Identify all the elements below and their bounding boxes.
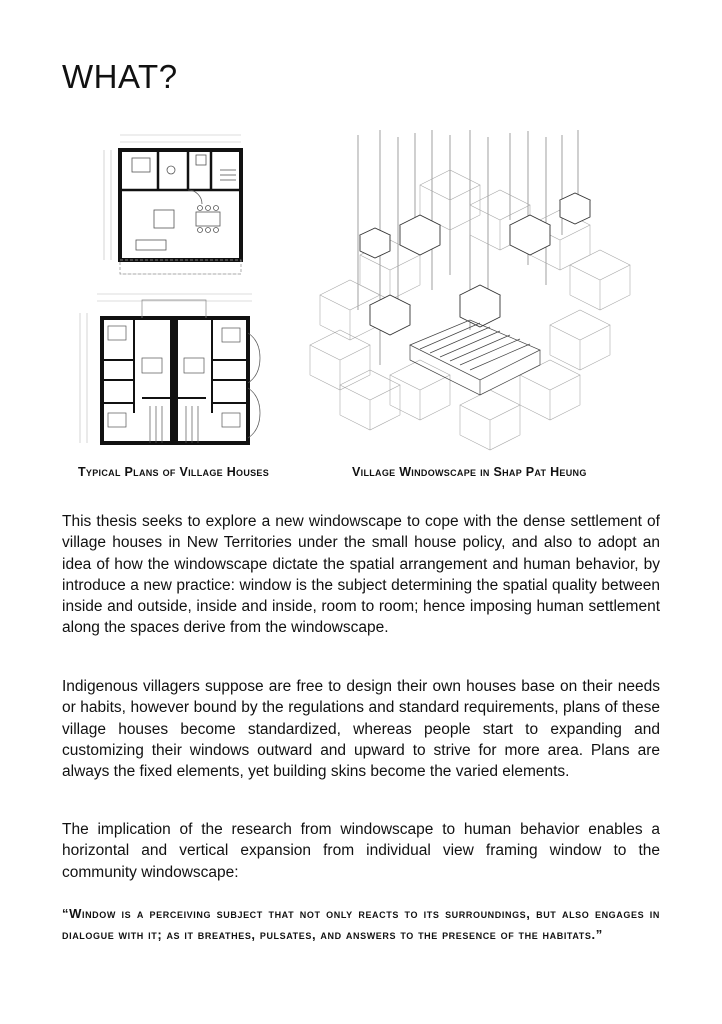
windowscape-axonometric-drawing <box>300 125 640 455</box>
paragraph-thesis: This thesis seeks to explore a new windowscape to cope with the dense settlement of village houses in New Territories under the small house policy, and also to adopt an idea of how the windowscape dictate the spatial arrangement and human behavior, by introduce a new practice: window is the subject determining the spatial quality between inside and outside, inside and inside, room to room; hence imposing human settlement along the spaces derive from the windowscape. <box>62 513 660 637</box>
floor-plan-upper-drawing <box>96 130 266 280</box>
left-figure-caption: Typical Plans of Village Houses <box>78 465 270 479</box>
paragraph-villagers: Indigenous villagers suppose are free to design their own houses base on their needs or habits, however bound by the regulations and standard requirements, plans of these village houses become standardized, whereas people start to expanding and customizing their windows outward and upward to strive for more area. Plans are always the fixed elements, yet building skins become the varied elements. <box>62 678 660 781</box>
floor-plan-lower-drawing <box>72 288 272 453</box>
page-title: WHAT? <box>62 58 178 95</box>
paragraph-implication: The implication of the research from windowscape to human behavior enables a horizontal and vertical expansion from individual view framing window to the community windowscape: <box>62 821 660 881</box>
closing-quote: “Window is a perceiving subject that not only reacts to its surroundings, but also engages in dialogue with it; as it breathes, pulsates, and answers to the presence of the habitats.” <box>62 906 660 942</box>
right-figure-caption: Village Windowscape in Shap Pat Heung <box>352 465 587 479</box>
